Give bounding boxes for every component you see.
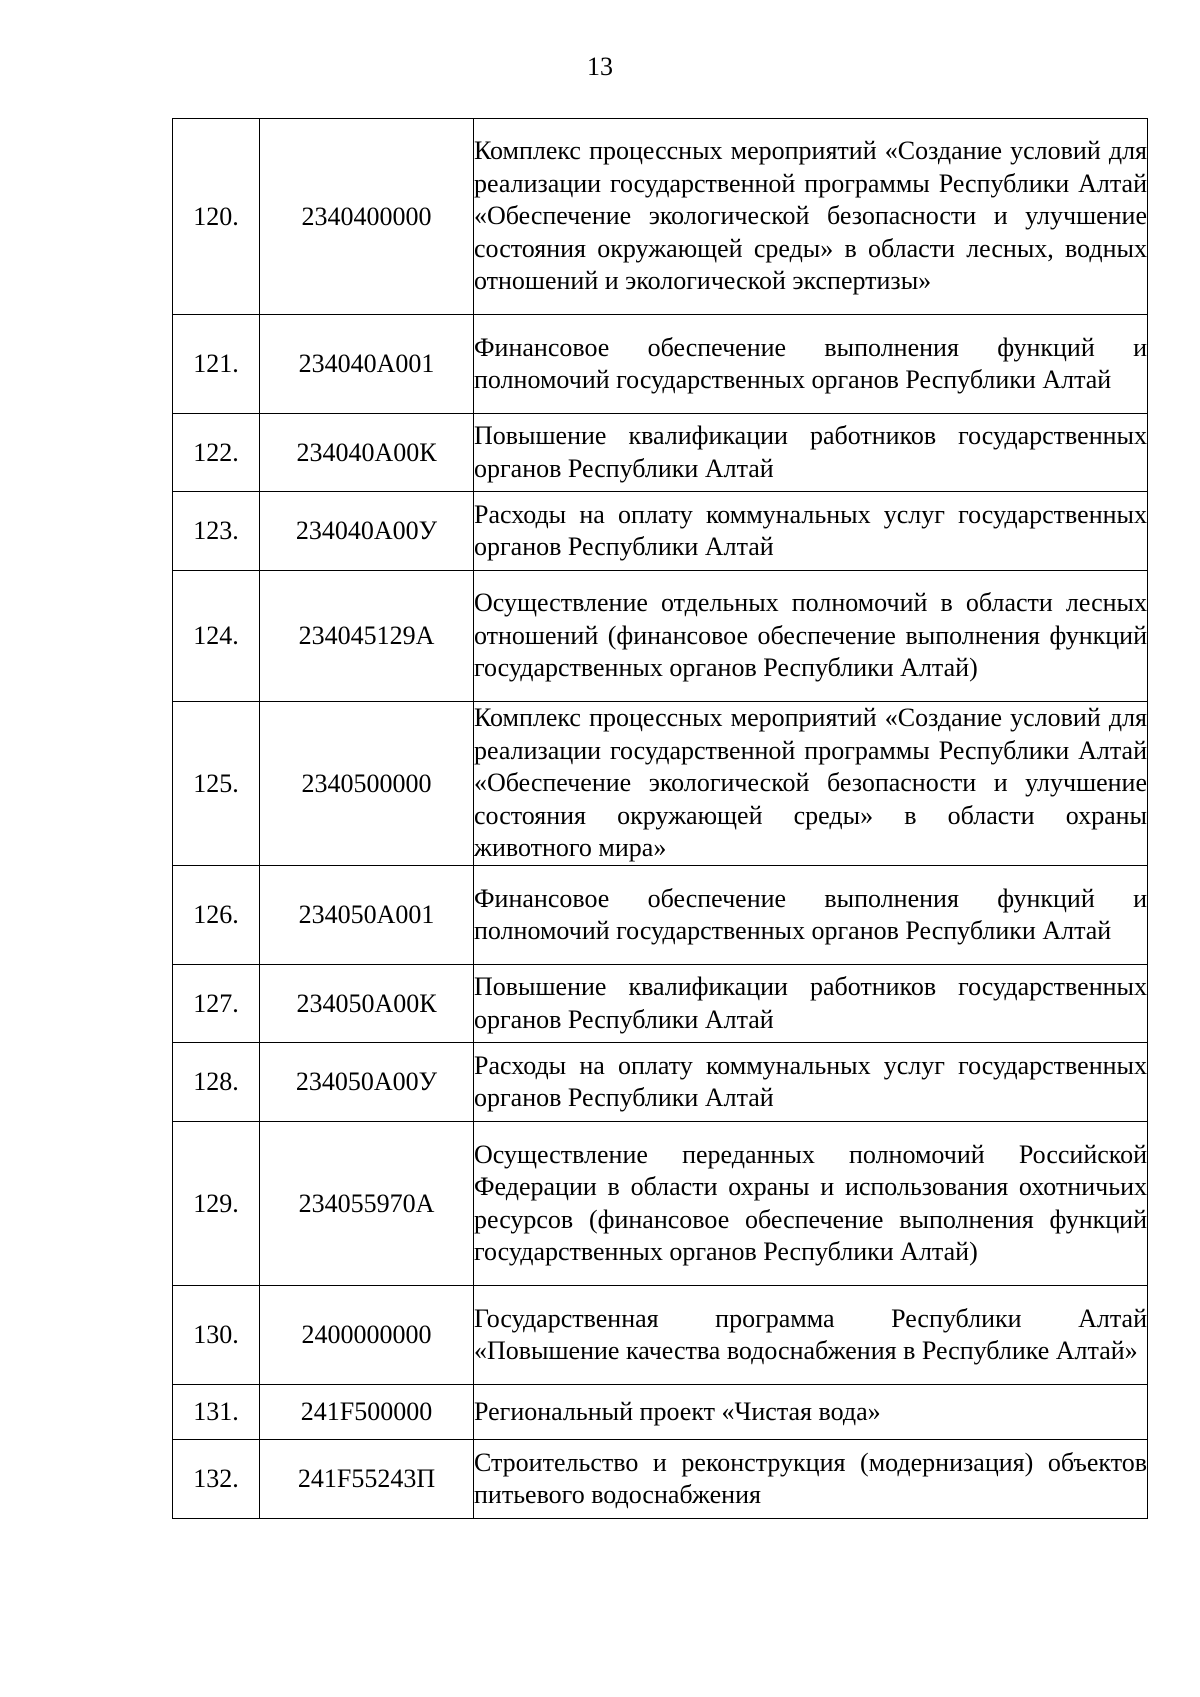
row-code: 234055970А bbox=[260, 1122, 474, 1286]
table-row bbox=[173, 866, 1148, 965]
row-description: Строительство и реконструкция (модернизация) объектов питьевого водоснабжения bbox=[474, 1440, 1148, 1519]
row-description: Расходы на оплату коммунальных услуг государственных органов Республики Алтай bbox=[474, 1043, 1148, 1122]
row-number: 131. bbox=[173, 1385, 260, 1440]
row-code: 2340500000 bbox=[260, 702, 474, 866]
page-number: 13 bbox=[587, 52, 613, 81]
row-number: 132. bbox=[173, 1440, 260, 1519]
row-description: Расходы на оплату коммунальных услуг государственных органов Республики Алтай bbox=[474, 492, 1148, 571]
table-row bbox=[173, 1122, 1148, 1286]
row-code: 234045129А bbox=[260, 571, 474, 702]
row-description: Комплекс процессных мероприятий «Создание условий для реализации государственной программы Республики Алтай «Обеспечение экологической безопасности и улучшение состояния окружающей среды» в области лесных, водных отношений и экологической экспертизы» bbox=[474, 119, 1148, 315]
table-row bbox=[173, 1286, 1148, 1385]
row-code: 234050А00К bbox=[260, 965, 474, 1043]
table-row bbox=[173, 119, 1148, 315]
table-row bbox=[173, 1385, 1148, 1440]
row-code: 234040А00У bbox=[260, 492, 474, 571]
table-row bbox=[173, 1440, 1148, 1519]
budget-codes-table bbox=[172, 118, 1148, 1519]
row-code: 241F55243П bbox=[260, 1440, 474, 1519]
row-code: 241F500000 bbox=[260, 1385, 474, 1440]
row-code: 234050А00У bbox=[260, 1043, 474, 1122]
row-code: 2340400000 bbox=[260, 119, 474, 315]
row-number: 128. bbox=[173, 1043, 260, 1122]
row-description: Осуществление отдельных полномочий в области лесных отношений (финансовое обеспечение выполнения функций государственных органов Республики Алтай) bbox=[474, 571, 1148, 702]
row-description: Финансовое обеспечение выполнения функций и полномочий государственных органов Республики Алтай bbox=[474, 866, 1148, 965]
row-number: 123. bbox=[173, 492, 260, 571]
row-code: 234040А00К bbox=[260, 414, 474, 492]
row-number: 127. bbox=[173, 965, 260, 1043]
row-description: Комплекс процессных мероприятий «Создание условий для реализации государственной программы Республики Алтай «Обеспечение экологической безопасности и улучшение состояния окружающей среды» в области охраны животного мира» bbox=[474, 702, 1148, 866]
row-description: Финансовое обеспечение выполнения функций и полномочий государственных органов Республики Алтай bbox=[474, 315, 1148, 414]
row-code: 234050А001 bbox=[260, 866, 474, 965]
row-number: 122. bbox=[173, 414, 260, 492]
table-row bbox=[173, 315, 1148, 414]
table-row bbox=[173, 414, 1148, 492]
table-row bbox=[173, 702, 1148, 866]
row-number: 121. bbox=[173, 315, 260, 414]
row-description: Осуществление переданных полномочий Российской Федерации в области охраны и использования охотничьих ресурсов (финансовое обеспечение выполнения функций государственных органов Республики Алтай) bbox=[474, 1122, 1148, 1286]
row-description: Повышение квалификации работников государственных органов Республики Алтай bbox=[474, 965, 1148, 1043]
row-number: 120. bbox=[173, 119, 260, 315]
row-description: Государственная программа Республики Алтай «Повышение качества водоснабжения в Республике Алтай» bbox=[474, 1286, 1148, 1385]
row-code: 234040А001 bbox=[260, 315, 474, 414]
row-number: 124. bbox=[173, 571, 260, 702]
row-description: Повышение квалификации работников государственных органов Республики Алтай bbox=[474, 414, 1148, 492]
row-number: 130. bbox=[173, 1286, 260, 1385]
row-number: 126. bbox=[173, 866, 260, 965]
row-description: Региональный проект «Чистая вода» bbox=[474, 1385, 1148, 1440]
table-row bbox=[173, 1043, 1148, 1122]
row-number: 129. bbox=[173, 1122, 260, 1286]
table-row bbox=[173, 571, 1148, 702]
table-row bbox=[173, 965, 1148, 1043]
row-code: 2400000000 bbox=[260, 1286, 474, 1385]
table-row bbox=[173, 492, 1148, 571]
row-number: 125. bbox=[173, 702, 260, 866]
